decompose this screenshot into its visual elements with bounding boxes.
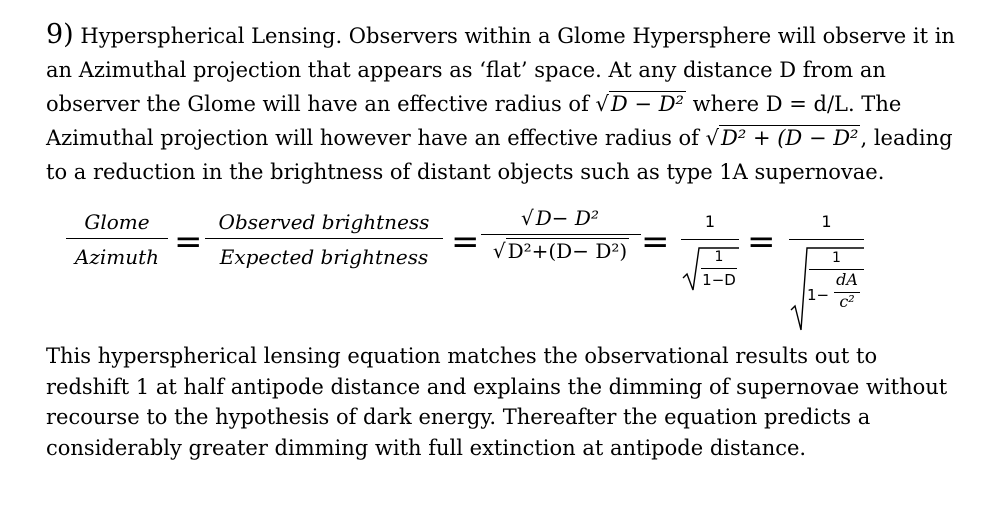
- ratio-numerator: D− D²: [535, 206, 599, 230]
- inner-fraction-bar: [701, 268, 737, 269]
- observed-brightness-label: Observed brightness: [218, 210, 430, 234]
- fraction-bar: [789, 239, 864, 240]
- paragraph-text-2: where D = d/L. The Azimuthal projection will however have an effective radius of: [46, 92, 902, 150]
- glome-radius-formula: [596, 87, 686, 121]
- lensing-equation: [0, 200, 996, 330]
- equals-sign: =: [451, 222, 480, 262]
- azimuthal-radius-radicand: D² + (D − D²: [721, 126, 859, 150]
- observed-over-expected: [205, 210, 443, 269]
- radical-sign: √: [705, 126, 720, 150]
- azimuthal-radius-formula: [706, 121, 861, 155]
- inner-numerator: 1: [714, 249, 724, 265]
- glome-over-azimuth: [66, 210, 168, 269]
- equals-sign: =: [747, 222, 776, 262]
- simplified-fraction: [681, 212, 739, 294]
- expected-brightness-label: Expected brightness: [219, 245, 429, 269]
- fraction-bar: [681, 239, 739, 240]
- inner-denominator: 1−D: [702, 271, 736, 289]
- equals-sign: =: [174, 222, 203, 262]
- da-term: dA: [836, 270, 858, 289]
- fraction-bar: [205, 238, 443, 239]
- inner-lead-term: 1−: [807, 286, 830, 304]
- fraction-numerator: 1: [821, 212, 832, 231]
- paragraph-text-3: , leading to a reduction in the brightness of distant objects such as type 1A supernovae.: [46, 126, 953, 184]
- fraction-bar: [481, 234, 641, 235]
- section-number: 9): [46, 19, 74, 50]
- equals-sign: =: [641, 222, 670, 262]
- paragraph-conclusion: This hyperspherical lensing equation matches the observational results out to redshift 1 at half antipode distance and explains the dimming of supernovae without recourse to the hypothesis of dark energy. Thereafter the equation predicts a considerably greater dimming with full extinction at antipode distance.: [46, 344, 948, 460]
- final-fraction: [789, 212, 864, 334]
- radical-sign: √: [521, 206, 534, 230]
- azimuth-label: Azimuth: [74, 245, 160, 269]
- fraction-bar: [66, 238, 168, 239]
- paragraph-text-1: Hyperspherical Lensing. Observers within a Glome Hypersphere will observe it in an Azimuthal projection that appears as ‘flat’ space. At any distance D from an observer the Glome will have an effective radius of: [46, 24, 955, 116]
- radical-sign: √: [595, 92, 609, 116]
- inner-numerator: 1: [832, 250, 841, 266]
- radical-sign: √: [492, 239, 506, 263]
- ratio-denominator: D²+(D− D²): [507, 239, 628, 263]
- c-squared-term: c²: [839, 292, 855, 311]
- radius-ratio: [481, 206, 641, 263]
- fraction-numerator: 1: [704, 212, 716, 231]
- glome-label: Glome: [84, 210, 150, 234]
- glome-radius-radicand: D − D²: [610, 92, 684, 116]
- paragraph-hyperspherical-lensing: [46, 18, 956, 189]
